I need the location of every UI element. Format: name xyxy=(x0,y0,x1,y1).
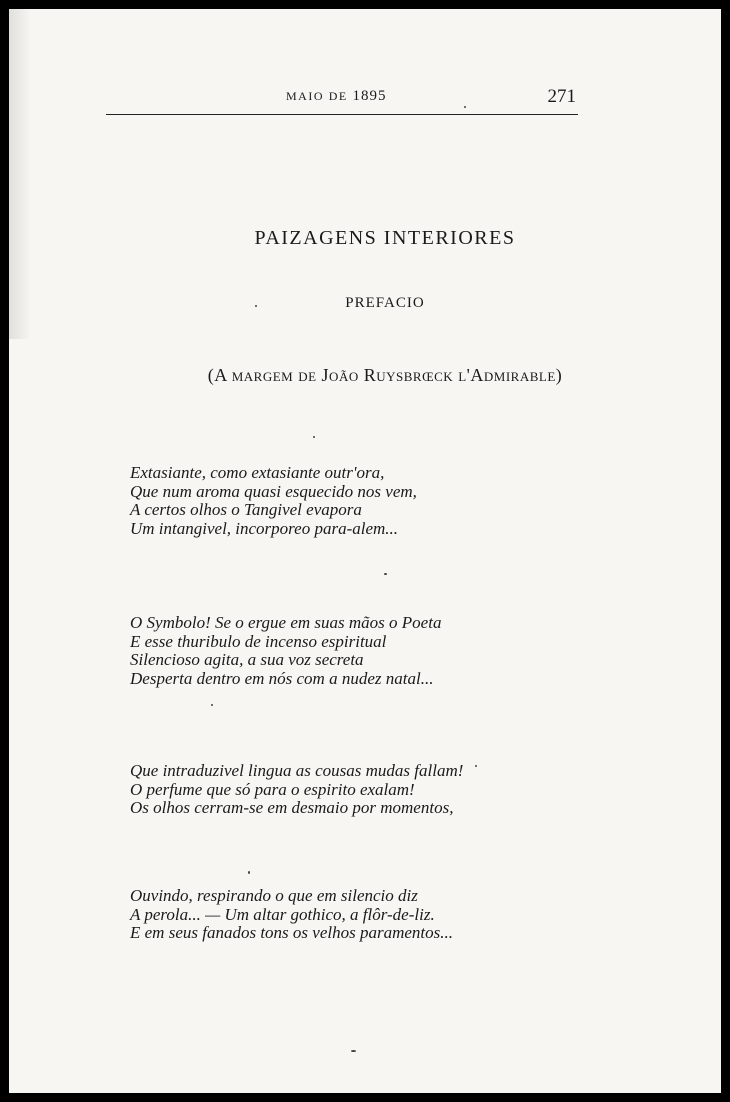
stanza-line: O Symbolo! Se o ergue em suas mãos o Poeta xyxy=(130,613,442,632)
running-head-de: DE xyxy=(328,89,348,103)
ink-speck xyxy=(255,305,257,307)
stanza-line: Silencioso agita, a sua voz secreta xyxy=(130,650,364,669)
stanza-line: E em seus fanados tons os velhos paramentos... xyxy=(130,923,453,942)
stanza-line: Os olhos cerram-se em desmaio por momentos, xyxy=(130,798,454,817)
stanza-line: E esse thuribulo de incenso espiritual xyxy=(130,631,387,651)
poem-title: PAIZAGENS INTERIORES xyxy=(254,227,516,249)
stanza-line: Ouvindo, respirando o que em silencio diz xyxy=(130,886,418,905)
book-page xyxy=(9,9,721,1093)
page-edge-shadow xyxy=(9,9,31,339)
ink-speck xyxy=(211,704,213,706)
stanza-line: Que num aroma quasi esquecido nos vem, xyxy=(130,481,417,501)
stanza-2 xyxy=(130,614,610,688)
running-head xyxy=(286,88,387,105)
poem-subtitle: PREFACIO xyxy=(345,295,425,311)
ink-speck xyxy=(464,106,466,108)
stanza-line: Extasiante, como extasiante outr'ora, xyxy=(130,463,385,482)
running-head-year: 1895 xyxy=(352,88,387,104)
stanza-line: Desperta dentro em nós com a nudez natal... xyxy=(130,668,434,688)
ink-speck xyxy=(351,1050,356,1052)
stanza-4 xyxy=(130,887,610,943)
stanza-1 xyxy=(130,464,610,538)
stanza-line: Que intraduzivel lingua as cousas mudas fallam! xyxy=(130,761,464,780)
stanza-line: Um intangivel, incorporeo para-alem... xyxy=(130,518,399,538)
stanza-line: O perfume que só para o espirito exalam! xyxy=(130,779,415,799)
page-number: 271 xyxy=(547,86,576,107)
page-header xyxy=(106,84,578,115)
stanza-3 xyxy=(130,762,610,818)
ink-speck xyxy=(248,871,250,874)
poem-dedication: (A margem de João Ruysbrœck l'Admirable) xyxy=(207,365,563,385)
ink-speck xyxy=(313,436,315,438)
ink-speck xyxy=(384,573,387,575)
stanza-line: A perola... — Um altar gothico, a flôr-de-liz. xyxy=(130,904,435,924)
stanza-line: A certos olhos o Tangivel evapora xyxy=(130,500,362,519)
running-head-month: MAIO xyxy=(286,89,324,103)
ink-speck xyxy=(475,765,477,767)
